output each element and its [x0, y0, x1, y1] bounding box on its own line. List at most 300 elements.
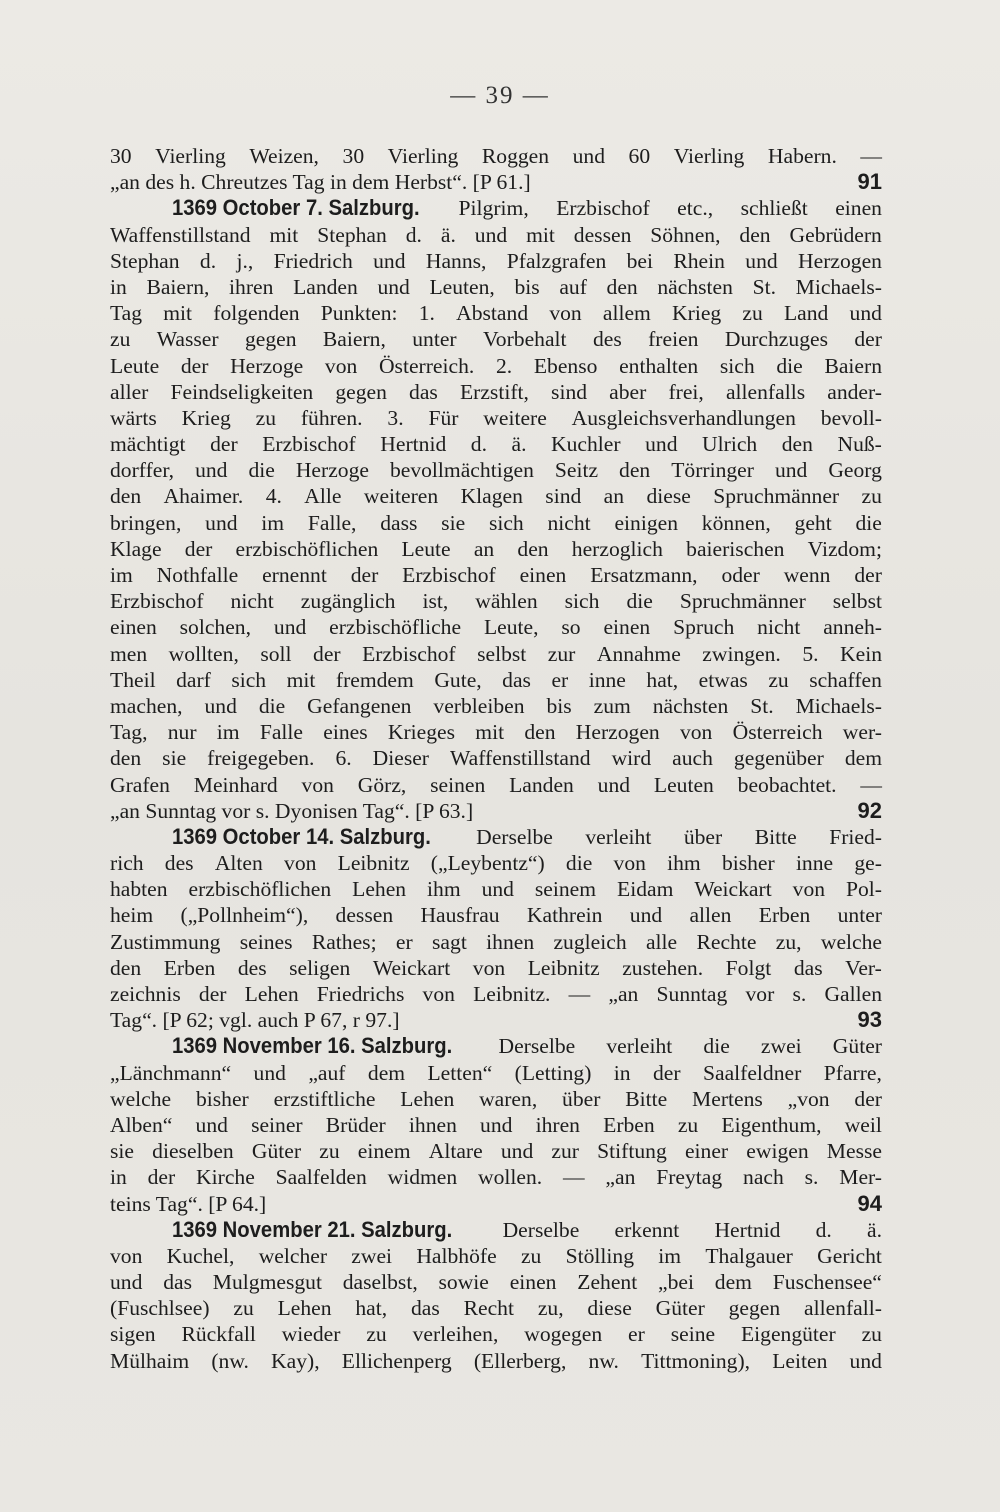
word: „an: [608, 982, 639, 1006]
word: Ellichenperg: [341, 1348, 452, 1373]
word: im: [110, 563, 133, 587]
word: nicht: [757, 615, 801, 640]
word: den: [524, 720, 556, 745]
word: 60: [628, 144, 651, 168]
word: habten: [110, 877, 168, 902]
word: mit: [475, 720, 505, 745]
word: sie: [162, 746, 187, 771]
word: sich: [719, 353, 755, 378]
word: Söhnen,: [650, 222, 721, 247]
word: mächtigt: [110, 432, 186, 457]
word: Leute: [110, 353, 160, 378]
word: d.: [405, 222, 422, 247]
word: der: [313, 641, 341, 666]
word: Friedrichs: [316, 982, 405, 1006]
text-line: [110, 588, 882, 614]
word: d.: [815, 1217, 832, 1242]
word: widmen: [387, 1165, 458, 1190]
text-line: [110, 1269, 882, 1295]
word: und: [597, 772, 631, 797]
entry-heading-line: [110, 1217, 882, 1243]
word: allenfall-: [804, 1296, 882, 1321]
word: Durchzuges: [724, 327, 828, 352]
word: Seitz: [554, 458, 599, 483]
word: geht: [794, 510, 832, 535]
word: Rechte: [696, 929, 757, 954]
word: heim: [110, 903, 154, 928]
word: wollten,: [168, 641, 239, 666]
word: einer: [684, 1139, 729, 1164]
word: 6.: [335, 746, 352, 771]
word: den: [110, 955, 142, 980]
text-line: [110, 1295, 882, 1321]
word: so: [561, 615, 581, 640]
word: und: [849, 301, 882, 326]
text-line: [110, 719, 882, 745]
word: Dieser: [372, 746, 429, 771]
word: Rhein: [673, 248, 725, 273]
word: Erzbischof: [402, 563, 496, 587]
word: den: [110, 746, 142, 771]
entry-heading-line: [110, 1033, 882, 1059]
word: gegen: [335, 379, 387, 404]
word: und: [195, 458, 228, 483]
word: allenfalls: [725, 379, 806, 404]
word: „bei: [658, 1270, 694, 1295]
word: 3.: [387, 405, 404, 430]
word: von: [301, 772, 334, 797]
word: ihren: [229, 274, 274, 299]
word: machen,: [110, 693, 183, 718]
word: zu,: [537, 1296, 564, 1321]
word: einen: [519, 563, 567, 587]
word: das: [502, 667, 531, 692]
word: führen.: [300, 405, 363, 430]
word: und: [745, 248, 778, 273]
word: zur: [547, 641, 576, 666]
word: seine: [670, 1322, 716, 1347]
word: gegenüber: [733, 746, 824, 771]
word: schaffen: [809, 667, 882, 692]
word: zeichnis: [110, 982, 181, 1006]
word: ä.: [867, 1217, 882, 1242]
word: in: [110, 274, 127, 299]
word: und: [481, 877, 514, 902]
word: Recht: [463, 1296, 514, 1321]
word: s.: [792, 982, 807, 1006]
word: im: [658, 1243, 682, 1268]
text-line: [110, 850, 882, 876]
word: zustehen.: [622, 955, 704, 980]
word: verleiht: [585, 824, 652, 849]
text-line: [110, 326, 882, 352]
word: einigen: [614, 510, 679, 535]
word: ernennt: [262, 563, 327, 587]
word: Land: [783, 301, 829, 326]
word: Alten: [214, 851, 263, 876]
word: und: [205, 510, 238, 535]
word: Baiern,: [322, 327, 386, 352]
word: einen: [835, 196, 882, 221]
word: Derselbe: [502, 1217, 580, 1242]
word: darf: [176, 667, 211, 692]
word: und: [774, 458, 808, 483]
word: herzoglich: [571, 536, 663, 561]
word: s.: [804, 1165, 819, 1190]
word: Thalgauer: [705, 1243, 793, 1268]
word: dem: [367, 1060, 406, 1085]
word: bringen,: [110, 510, 182, 535]
word: von: [324, 353, 358, 378]
word: zugleich: [553, 929, 627, 954]
word: bis: [546, 693, 572, 718]
word: Rückfall: [181, 1322, 256, 1347]
word: nw.: [588, 1348, 619, 1373]
word: Tittmoning),: [641, 1348, 751, 1373]
word: Ulrich: [702, 432, 758, 457]
word: über: [683, 824, 723, 849]
word: oder: [721, 563, 760, 587]
entry-date-reference: „an Sunntag vor s. Dyonisen Tag“. [P 63.]: [110, 798, 474, 823]
word: zu: [255, 405, 276, 430]
word: 5.: [802, 641, 819, 666]
word: im: [261, 510, 285, 535]
entry-closing-line: [110, 169, 882, 195]
word: weitere: [483, 405, 547, 430]
word: Derselbe: [476, 824, 553, 849]
word: einen: [110, 615, 157, 640]
text-line: [110, 955, 882, 981]
word: schließt: [740, 196, 808, 221]
word: wählen: [475, 589, 538, 614]
word: hat,: [355, 1296, 388, 1321]
text-line: [110, 379, 882, 405]
word: zwingen.: [702, 641, 781, 666]
entry-heading-line: [110, 195, 882, 221]
word: Mülhaim: [110, 1348, 190, 1373]
word: sowie: [438, 1270, 489, 1295]
word: Österreich: [732, 720, 823, 745]
word: Fried-: [829, 824, 882, 849]
word: dorffer,: [110, 458, 175, 483]
word: das: [163, 1270, 192, 1295]
word: Leute,: [483, 615, 539, 640]
word: er: [395, 929, 413, 954]
text-line: [110, 981, 882, 1007]
entry-closing-line: [110, 798, 882, 824]
word: „von: [787, 1086, 830, 1111]
word: Abstand: [456, 301, 529, 326]
word: der: [350, 563, 379, 587]
word: nächsten: [657, 274, 733, 299]
word: Stiftung: [597, 1139, 667, 1164]
word: Zehent: [577, 1270, 638, 1295]
word: Leiten: [772, 1348, 828, 1373]
word: Hausfrau: [420, 903, 500, 928]
word: Erzstift,: [459, 379, 529, 404]
word: etc.,: [677, 196, 714, 221]
word: Mertens: [692, 1086, 763, 1111]
word: zu,: [775, 929, 802, 954]
word: eines: [323, 720, 368, 745]
word: zu: [861, 484, 882, 509]
word: sagt: [432, 929, 467, 954]
word: das: [410, 1296, 440, 1321]
word: ander-: [827, 379, 882, 404]
word: Pilgrim,: [458, 196, 529, 221]
text-line: [110, 641, 882, 667]
word: freien: [648, 327, 699, 352]
word: Messe: [826, 1139, 882, 1164]
word: und: [480, 1112, 513, 1137]
word: Stephan: [317, 222, 387, 247]
word: j.,: [236, 248, 254, 273]
word: Leuten: [653, 772, 714, 797]
word: —: [568, 982, 591, 1006]
word: Spruchmänner: [679, 589, 806, 614]
word: ge-: [854, 851, 882, 876]
word: Vierling: [673, 144, 745, 168]
word: Meinhard: [193, 772, 278, 797]
word: d.: [470, 432, 487, 457]
word: Ausgleichsverhandlungen: [571, 405, 796, 430]
word: in: [613, 1060, 631, 1085]
word: folgenden: [213, 301, 300, 326]
text-line: [110, 1321, 882, 1347]
word: Waffenstillstand: [449, 746, 591, 771]
word: der: [854, 327, 882, 352]
word: bis: [514, 274, 540, 299]
word: vor: [745, 982, 775, 1006]
word: Lehen: [244, 982, 299, 1006]
word: den: [781, 432, 813, 457]
word: die: [776, 353, 803, 378]
word: Ahaimer.: [163, 484, 244, 509]
word: Landen: [509, 772, 574, 797]
word: das: [409, 379, 438, 404]
word: frei,: [668, 379, 704, 404]
word: Görz,: [357, 772, 407, 797]
word: nicht: [230, 589, 274, 614]
word: Lehen: [352, 877, 407, 902]
word: Eigengüter: [740, 1322, 836, 1347]
word: („Leybentz“): [430, 851, 545, 876]
word: und: [572, 144, 605, 168]
word: den: [517, 536, 549, 561]
word: er: [628, 1322, 645, 1347]
text-line: [110, 614, 882, 640]
word: sind: [551, 379, 588, 404]
word: können,: [701, 510, 771, 535]
word: Weickart: [372, 955, 451, 980]
text-line: [110, 248, 882, 274]
word: Zustimmung: [110, 929, 221, 954]
text-line: [110, 405, 882, 431]
word: an: [603, 484, 625, 509]
word: Theil: [110, 667, 156, 692]
text-line: [110, 510, 882, 536]
text-line: [110, 536, 882, 562]
word: Landen: [293, 274, 358, 299]
word: waren,: [479, 1086, 538, 1111]
word: Leuten,: [429, 274, 495, 299]
word: men: [110, 641, 148, 666]
word: und: [373, 248, 406, 273]
text-line: [110, 772, 882, 798]
word: diese: [646, 484, 691, 509]
word: mit: [526, 222, 555, 247]
word: zu: [742, 301, 763, 326]
word: Grafen: [110, 772, 170, 797]
word: und: [273, 615, 307, 640]
word: Erben: [758, 903, 811, 928]
word: der: [184, 536, 213, 561]
text-line: [110, 274, 882, 300]
word: Gericht: [817, 1243, 882, 1268]
entry-heading: 1369 October 14. Salzburg.: [172, 823, 431, 849]
word: Leibnitz: [337, 851, 410, 876]
word: 30: [342, 144, 365, 168]
word: zwei: [760, 1034, 802, 1059]
entry-heading: 1369 November 16. Salzburg.: [172, 1033, 453, 1059]
word: Bitte: [754, 824, 797, 849]
word: Gallen: [824, 982, 882, 1006]
word: zu: [768, 667, 789, 692]
entry-closing-line: [110, 1007, 882, 1033]
word: des: [237, 955, 267, 980]
word: und: [110, 1270, 143, 1295]
word: Eigenthum,: [721, 1112, 822, 1137]
word: Michaels-: [795, 693, 882, 718]
word: ist,: [422, 589, 449, 614]
word: gegen: [244, 327, 297, 352]
word: Feindseligkeiten: [170, 379, 314, 404]
word: von: [549, 301, 582, 326]
word: Güter: [251, 1139, 302, 1164]
word: anneh-: [823, 615, 882, 640]
word: Krieg: [672, 301, 722, 326]
word: der: [198, 982, 227, 1006]
word: die: [565, 851, 593, 876]
word: Baiern: [824, 353, 882, 378]
text-line: [110, 1243, 882, 1269]
word: der: [210, 432, 238, 457]
word: —: [860, 144, 882, 168]
word: ihren: [535, 1112, 580, 1137]
word: zu: [520, 1243, 542, 1268]
word: Leibnitz.: [473, 982, 551, 1006]
word: zwei: [351, 1243, 393, 1268]
word: zugänglich: [300, 589, 396, 614]
word: der: [854, 1086, 882, 1111]
word: ewigen: [746, 1139, 809, 1164]
word: wer-: [842, 720, 882, 745]
word: seiner: [251, 1112, 303, 1137]
text-line: [110, 143, 882, 169]
word: inne: [795, 851, 834, 876]
word: Michaels-: [795, 274, 882, 299]
word: des: [164, 851, 194, 876]
word: wieder: [281, 1322, 341, 1347]
word: einen: [509, 1270, 557, 1295]
word: zu: [319, 1139, 340, 1164]
word: und: [204, 693, 237, 718]
word: Weickart: [694, 877, 772, 902]
word: Erben: [603, 1112, 655, 1137]
word: gegen: [728, 1296, 781, 1321]
word: sich: [564, 589, 600, 614]
word: Alle: [304, 484, 342, 509]
word: Herzogen: [575, 720, 660, 745]
word: die: [248, 458, 275, 483]
word: Punkten:: [320, 301, 398, 326]
word: Habern.: [767, 144, 837, 168]
word: Ersatzmann,: [590, 563, 698, 587]
word: sind: [545, 484, 582, 509]
word: Nothfalle: [156, 563, 239, 587]
word: Spruchmänner: [713, 484, 840, 509]
text-line: [110, 876, 882, 902]
entry-number: 92: [857, 797, 882, 823]
word: Stölling: [565, 1243, 635, 1268]
word: Gute,: [434, 667, 482, 692]
word: dass: [380, 510, 418, 535]
word: 4.: [265, 484, 282, 509]
word: er: [551, 667, 569, 692]
word: zu: [677, 1112, 699, 1137]
word: Falle,: [307, 510, 357, 535]
word: dessen: [335, 903, 394, 928]
word: bisher: [195, 1086, 249, 1111]
word: sie: [110, 1139, 134, 1164]
word: Kirche: [196, 1165, 255, 1190]
word: hat,: [646, 667, 679, 692]
word: Brüder: [325, 1112, 386, 1137]
word: St.: [752, 274, 776, 299]
word: den: [739, 222, 771, 247]
word: das: [793, 955, 823, 980]
word: „auf: [308, 1060, 346, 1085]
word: bevoll-: [820, 405, 882, 430]
word: Hertnid: [714, 1217, 781, 1242]
word: verleihen,: [412, 1322, 499, 1347]
word: Herzoge: [230, 353, 304, 378]
word: den: [606, 274, 638, 299]
word: aller: [110, 379, 149, 404]
entry-closing-line: [110, 1191, 882, 1217]
word: Hanns,: [425, 248, 487, 273]
word: die: [855, 510, 882, 535]
word: (Ellerberg,: [473, 1348, 567, 1373]
word: seligen: [289, 955, 351, 980]
word: Vorbehalt: [483, 327, 567, 352]
text-line: [110, 667, 882, 693]
word: mit: [269, 222, 299, 247]
word: unter: [412, 327, 457, 352]
word: 2.: [495, 353, 513, 378]
word: inne: [588, 667, 626, 692]
word: Nuß-: [837, 432, 882, 457]
word: Falle: [259, 720, 303, 745]
text-line: [110, 1348, 882, 1374]
word: ihnen: [408, 1112, 457, 1137]
word: Weizen,: [249, 144, 319, 168]
word: der: [653, 1060, 681, 1085]
entry-number: 94: [857, 1190, 882, 1216]
word: beobachtet.: [737, 772, 837, 797]
word: der: [180, 353, 209, 378]
word: des: [592, 327, 622, 352]
